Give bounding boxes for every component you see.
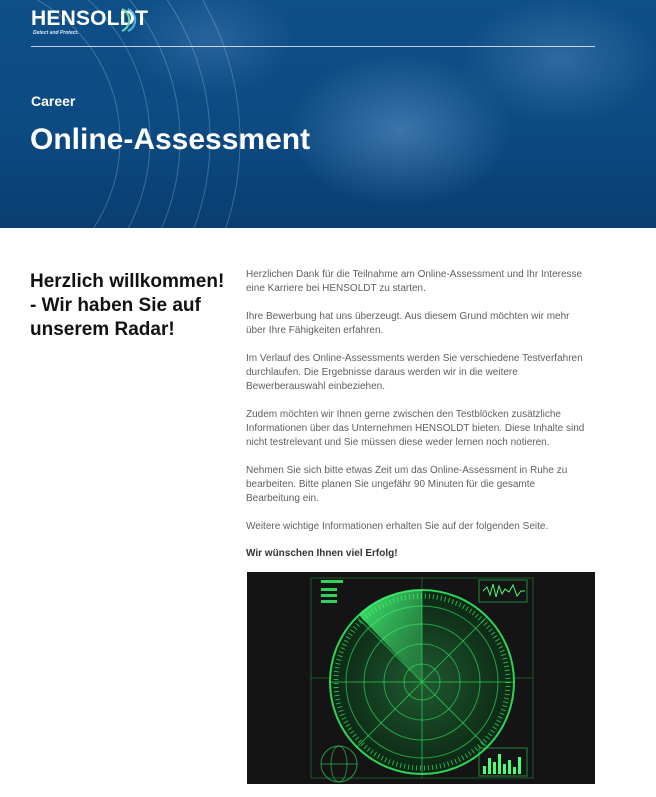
radar-illustration [247,572,595,784]
hensoldt-logo[interactable]: HENSOLDT [31,7,149,30]
intro-text [246,268,591,575]
radar-graphic [247,572,595,784]
hero-divider [31,46,595,47]
intro-paragraph: Weitere wichtige Informationen erhalten Sie auf der folgenden Seite. [246,520,549,532]
page-title: Online-Assessment [30,123,311,156]
intro-paragraph: Im Verlauf des Online-Assessments werden Sie verschiedene Testverfahren durchlaufen. Die Ergebnisse daraus werden wir in die weitere Bewerberauswahl einbeziehen. [246,352,583,393]
intro-paragraph: Ihre Bewerbung hat uns überzeugt. Aus diesem Grund möchten wir mehr über Ihre Fähigkeiten erfahren. [246,310,570,337]
hero-arc-lines [0,0,656,228]
logo-swoosh-icon [118,7,146,33]
closing-line: Wir wünschen Ihnen viel Erfolg! [246,548,398,560]
welcome-heading: Herzlich willkommen! - Wir haben Sie auf unserem Radar! [30,271,225,340]
hero-banner [0,0,656,228]
intro-paragraph: Nehmen Sie sich bitte etwas Zeit um das Online-Assessment in Ruhe zu bearbeiten. Bitte planen Sie ungefähr 90 Minuten für die gesamte Bearbeitung ein. [246,464,568,505]
intro-paragraph: Herzlichen Dank für die Teilnahme am Online-Assessment und Ihr Interesse eine Karriere bei HENSOLDT zu starten. [246,269,583,295]
intro-paragraph: Zudem möchten wir Ihnen gerne zwischen den Testblöcken zusätzliche Informationen über das Unternehmen HENSOLDT bieten. Diese Inhalte sind nicht testrelevant und Sie müssen diese weder lernen noch notieren. [246,408,585,449]
logo-tagline: Detect and Protect. [33,30,79,36]
section-eyebrow: Career [31,93,76,109]
